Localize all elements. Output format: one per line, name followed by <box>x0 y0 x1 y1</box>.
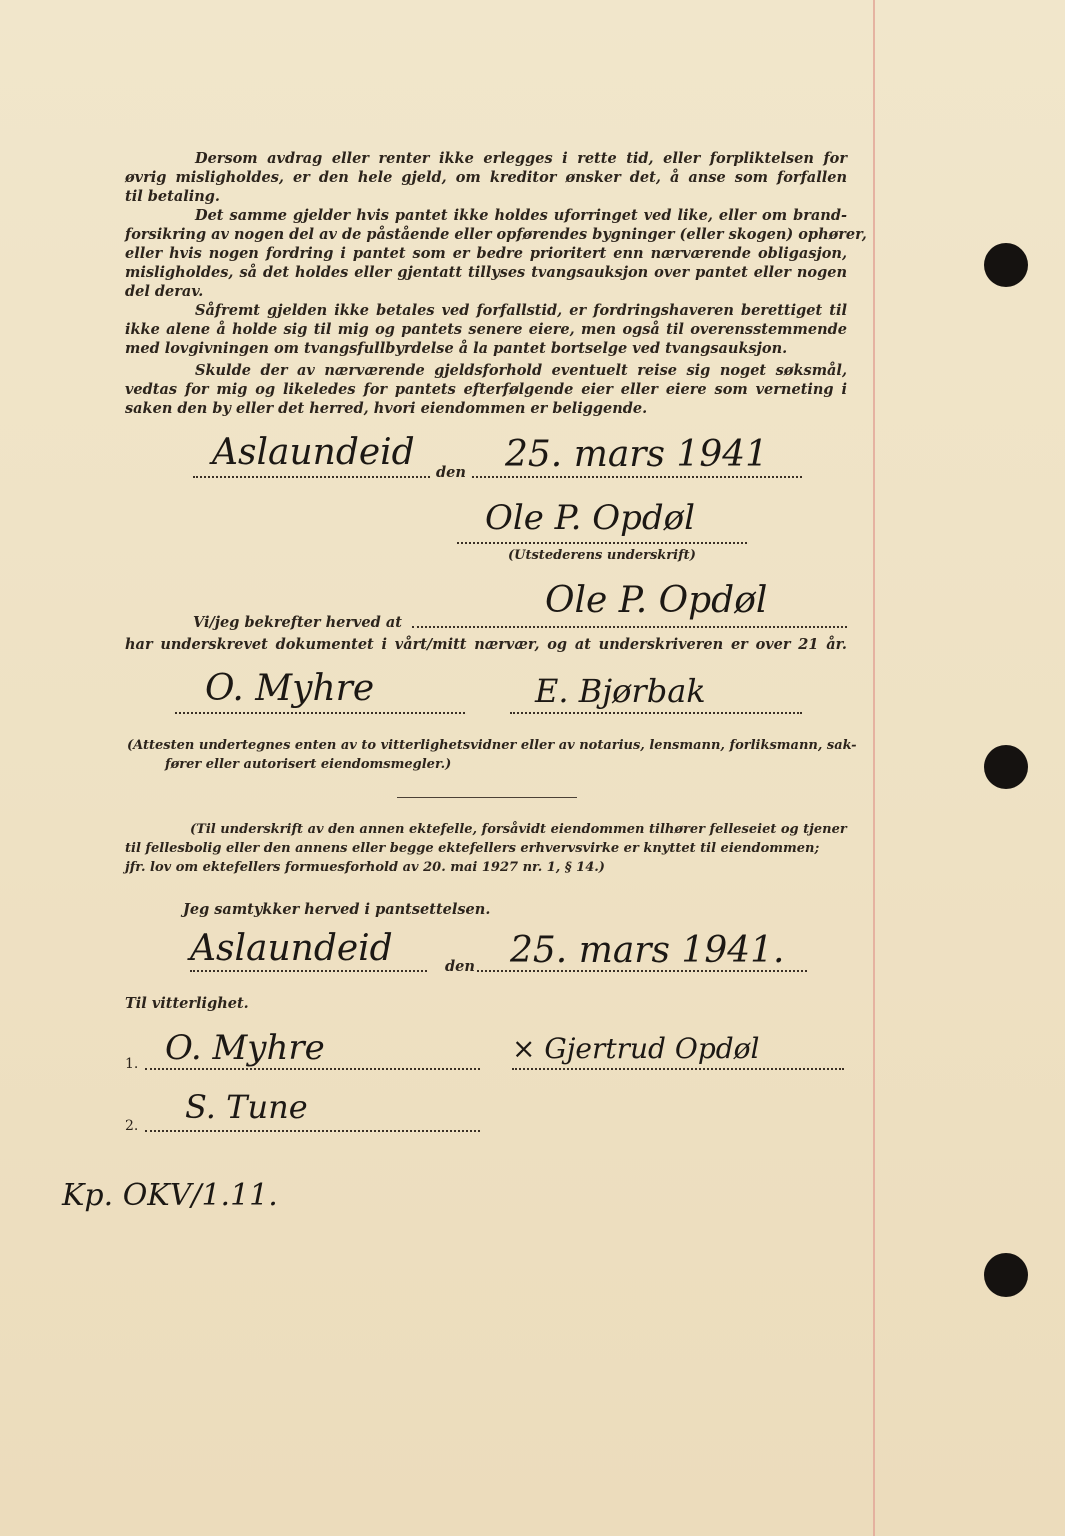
spouse-note-line: jfr. lov om ektefellers formuesforhold av 20. mai 1927 nr. 1, § 14.) <box>125 860 605 875</box>
spouse-witness1-signature: O. Myhre <box>165 1028 325 1068</box>
witness-label: Til vitterlighet. <box>125 995 249 1012</box>
dotted-line <box>477 970 807 972</box>
paragraph-line: Dersom avdrag eller renter ikke erlegges i rette tid, eller forpliktelsen for <box>195 150 847 167</box>
signature-line <box>512 1068 844 1070</box>
signature-line <box>510 712 802 714</box>
paragraph-line: Såfremt gjelden ikke betales ved forfallstid, er fordringshaveren berettiget til <box>195 302 847 319</box>
margin-rule <box>873 0 875 1536</box>
witness2-signature: E. Bjørbak <box>535 672 706 710</box>
den-label: den <box>445 958 475 975</box>
dotted-line <box>412 626 847 628</box>
issue-place: Aslaundeid <box>212 432 415 473</box>
signature-line <box>175 712 465 714</box>
attest-note-line: fører eller autorisert eiendomsmegler.) <box>165 757 452 772</box>
issue-date: 25. mars 1941 <box>505 434 769 475</box>
punch-hole <box>984 745 1028 789</box>
dotted-line <box>190 970 427 972</box>
paragraph-line: Det samme gjelder hvis pantet ikke holdes uforringet ved like, eller om brand- <box>195 207 847 224</box>
witness-number: 1. <box>125 1056 139 1072</box>
margin-note: Kp. OKV/1.11. <box>62 1178 278 1213</box>
paragraph-line: vedtas for mig og likeledes for pantets efterfølgende eier eller eiere som verneting i <box>125 381 847 398</box>
paragraph-line: forsikring av nogen del av de påstående eller opførendes bygninger (eller skogen) ophører, <box>125 226 867 243</box>
paragraph-line: til betaling. <box>125 188 220 205</box>
consent-place: Aslaundeid <box>190 928 393 969</box>
paragraph-line: eller hvis nogen fordring i pantet som er bedre prioritert enn nærværende obligasjon, <box>125 245 847 262</box>
dotted-line <box>193 476 430 478</box>
punch-hole <box>984 243 1028 287</box>
signature-line <box>145 1130 480 1132</box>
issuer-signature-label: (Utstederens underskrift) <box>508 548 696 563</box>
paragraph-line: øvrig misligholdes, er den hele gjeld, om kreditor ønsker det, å anse som forfallen <box>125 169 847 186</box>
issuer-signature: Ole P. Opdøl <box>485 498 696 538</box>
paragraph-line: misligholdes, så det holdes eller gjentatt tillyses tvangsauksjon over pantet eller nogen <box>125 264 847 281</box>
spouse-note-line: til fellesbolig eller den annens eller begge ektefellers erhvervsvirke er knyttet til eiendommen; <box>125 841 820 856</box>
spouse-witness2-signature: S. Tune <box>185 1088 308 1126</box>
consent-date: 25. mars 1941. <box>510 930 785 971</box>
witness1-signature: O. Myhre <box>205 668 375 709</box>
punch-hole <box>984 1253 1028 1297</box>
paragraph-line: med lovgivningen om tvangsfullbyrdelse å la pantet bortselge ved tvangsauksjon. <box>125 340 788 357</box>
paragraph-line: ikke alene å holde sig til mig og pantets senere eiere, men også til overensstemmende <box>125 321 847 338</box>
witness-number: 2. <box>125 1118 139 1134</box>
section-divider <box>397 797 577 798</box>
den-label: den <box>436 464 466 481</box>
attest-line1-label: Vi/jeg bekrefter herved at <box>193 614 402 631</box>
paragraph-line: del derav. <box>125 283 204 300</box>
paragraph-line: saken den by eller det herred, hvori eiendommen er beliggende. <box>125 400 648 417</box>
consent-text: Jeg samtykker herved i pantsettelsen. <box>183 901 491 918</box>
attest-line2: har underskrevet dokumentet i vårt/mitt nærvær, og at underskriveren er over 21 år. <box>125 636 847 653</box>
paragraph-line: Skulde der av nærværende gjeldsforhold eventuelt reise sig noget søksmål, <box>195 362 847 379</box>
attest-note-line: (Attesten undertegnes enten av to vitterlighetsvidner eller av notarius, lensmann, forliksmann, sak- <box>127 738 857 753</box>
spouse-note-line: (Til underskrift av den annen ektefelle, forsåvidt eiendommen tilhører felleseiet og tjener <box>190 822 847 837</box>
dotted-line <box>472 476 802 478</box>
spouse-signature: × Gjertrud Opdøl <box>512 1032 760 1065</box>
signature-line <box>145 1068 480 1070</box>
attest-name: Ole P. Opdøl <box>545 580 768 621</box>
signature-line <box>457 542 747 544</box>
